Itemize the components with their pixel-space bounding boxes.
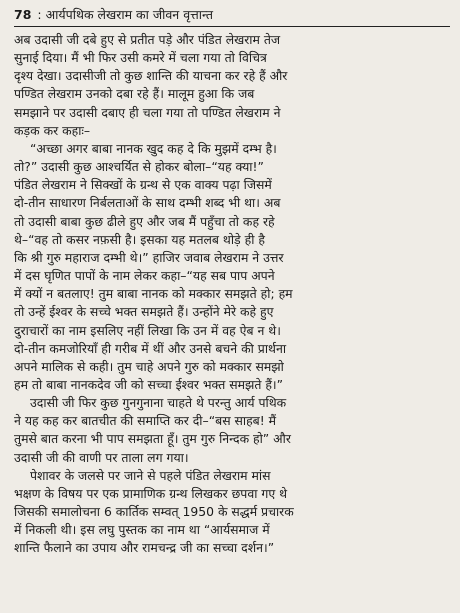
text-line: अब उदासी जी दबे हुए से प्रतीत पड़े और पंडित लेखराम तेज — [14, 32, 281, 47]
text-line: शान्ति फैलाने का उपाय और रामचन्द्र जी का सच्चा दर्शन।” — [14, 540, 275, 556]
text-line: तो उन्हें ईश्वर के सच्चे भक्त समझते हैं। उन्होंने मेरे कहे हुए — [14, 304, 274, 320]
text-line: में क्यों न बतलाए! तुम बाबा नानक को मक्कार समझते हो; हम — [14, 286, 293, 302]
text-line: समझाने पर उदासी दबाए ही चला गया तो पण्डित लेखराम ने — [14, 104, 281, 120]
text-line: हम तो बाबा नानकदेव जी को सच्चा ईश्वर भक्त समझते हैं।” — [14, 376, 284, 392]
text-line: थे–“वह तो कसर नफ़सी है। इसका यह मतलब थोड़े ही है — [14, 231, 265, 247]
text-line: उदासी जी फिर कुछ गुनगुनाना चाहते थे परन्तु आर्य पथिक — [30, 395, 287, 411]
text-line: जिसकी समालोचना 6 कार्तिक सम्वत् 1950 के सद्धर्म प्रचारक — [14, 504, 294, 520]
text-line: में दस घृणित पापों के नाम लेकर कहा–“यह सब पाप अपने — [14, 268, 275, 284]
text-line: दो-तीन साधारण निर्बलताओं के साथ दम्भी शब्द भी था। अब — [14, 195, 281, 211]
text-line: “अच्छा अगर बाबा नानक खुद कह दे कि मुझमें दम्भ है। — [30, 140, 277, 156]
page-number: 78 — [14, 7, 32, 22]
text-line: में निकली थी। इस लघु पुस्तक का नाम था “आर्यसमाज में — [14, 522, 270, 538]
text-line: अपने मालिक से कही। तुम चाहे अपने गुरु को मक्कार समझो — [14, 358, 284, 374]
text-line: भक्षण के विषय पर एक प्रामाणिक ग्रन्थ लिखकर छपवा गए थे — [14, 485, 288, 501]
text-line: उदासी जी की वाणी पर ताला लग गया। — [14, 449, 189, 465]
text-line: दृश्य देखा। उदासीजी तो कुछ शान्ति की याचना कर रहे हैं और — [14, 68, 288, 84]
text-line: दुराचारों का नाम इसलिए नहीं लिखा कि उन में वह ऐब न थे। — [14, 322, 281, 338]
page-header — [14, 6, 450, 24]
text-line: पंडित लेखराम ने सिक्खों के ग्रन्थ से एक वाक्य पढ़ा जिसमें — [14, 177, 272, 193]
text-line: तो उदासी बाबा कुछ ढीले हुए और जब मैं पहुँचा तो कह रहे — [14, 213, 275, 229]
header-rule — [14, 26, 450, 27]
text-line: तुमसे बात करना भी पाप समझता हूँ। तुम गुरु निन्दक हो” और — [14, 431, 291, 447]
text-line: दो-तीन कमजोरियाँ ही गरीब में थीं और उनसे बचने की प्रार्थना — [14, 340, 287, 356]
body-text — [14, 31, 450, 558]
text-line: पण्डित लेखराम उनको दबा रहे हैं। मालूम हुआ कि जब — [14, 86, 255, 102]
text-line: सुनाई दिया। मैं भी फिर उसी कमरे में चला गया तो विचित्र — [14, 50, 267, 66]
text-line: कड़क कर कहाः– — [14, 122, 91, 138]
running-title: : आर्यपथिक लेखराम का जीवन वृत्तान्त — [37, 7, 213, 22]
text-line: तो?” उदासी कुछ आश्चर्यित से होकर बोला–“यह क्या!” — [14, 159, 264, 175]
text-line: ने यह कह कर बातचीत की समाप्ति कर दी–“बस साहब! मैं — [14, 413, 277, 429]
text-line: पेशावर के जलसे पर जाने से पहले पंडित लेखराम मांस — [30, 467, 271, 483]
text-line: कि श्री गुरु महाराज दम्भी थे।” हाजिर जवाब लेखराम ने उत्तर — [14, 249, 284, 265]
